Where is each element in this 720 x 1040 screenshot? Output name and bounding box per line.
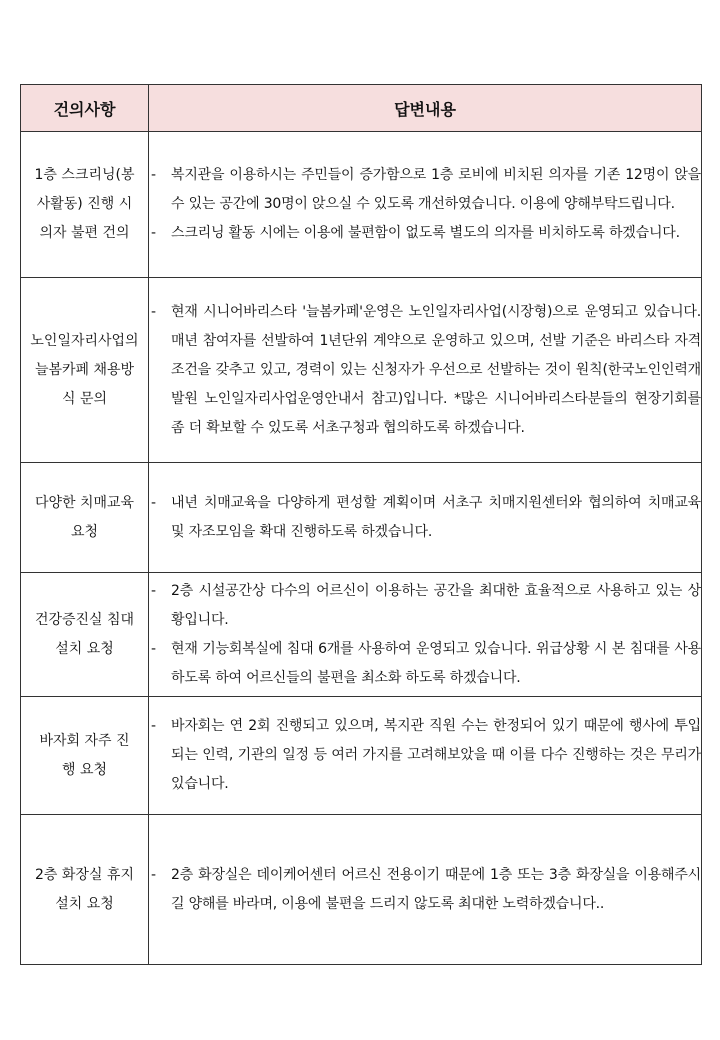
answer-item: - 복지관을 이용하시는 주민들이 증가함으로 1층 로비에 비치된 의자를 기존 12명이 앉을 수 있는 공간에 30명이 앉으실 수 있도록 개선하였습니다. 이용에 양해부탁드립니다. bbox=[151, 167, 701, 212]
row-topic: 바자회 자주 진행 요청 bbox=[21, 697, 149, 815]
row-topic: 1층 스크리닝(봉사활동) 진행 시 의자 불편 건의 bbox=[21, 132, 149, 278]
answer-item: - 2층 화장실은 데이케어센터 어르신 전용이기 때문에 1층 또는 3층 화장실을 이용해주시길 양해를 바라며, 이용에 불편을 드리지 않도록 최대한 노력하겠습니다.. bbox=[151, 866, 701, 912]
row-answer bbox=[149, 697, 702, 815]
row-answer bbox=[149, 278, 702, 463]
feedback-table bbox=[20, 84, 702, 965]
answer-item: - 2층 시설공간상 다수의 어르신이 이용하는 공간을 최대한 효율적으로 사용하고 있는 상황입니다. bbox=[151, 582, 701, 628]
row-answer bbox=[149, 132, 702, 278]
table-row bbox=[21, 697, 702, 815]
row-topic: 다양한 치매교육 요청 bbox=[21, 463, 149, 573]
row-answer bbox=[149, 815, 702, 965]
answer-item: - 스크리닝 활동 시에는 이용에 불편함이 없도록 별도의 의자를 비치하도록 하겠습니다. bbox=[151, 225, 680, 241]
table-row bbox=[21, 278, 702, 463]
answer-item: - 현재 시니어바리스타 '늘봄카페'운영은 노인일자리사업(시장형)으로 운영되고 있습니다. 매년 참여자를 선발하여 1년단위 계약으로 운영하고 있으며, 선발 기준은 바리스타 자격조건을 갖추고 있고, 경력이 있는 신청자가 우선으로 선발하는 것이 원칙(한국노인인력개발원 노인일자리사업운영안내서 참고)입니다. *많은 시니어바리스타분들의 현장기회를 좀 더 확보할 수 있도록 서초구청과 협의하도록 하겠습니다. bbox=[151, 303, 701, 436]
table-row bbox=[21, 463, 702, 573]
table-row bbox=[21, 132, 702, 278]
row-answer bbox=[149, 573, 702, 697]
header-row bbox=[21, 85, 702, 132]
row-topic: 2층 화장실 휴지 설치 요청 bbox=[21, 815, 149, 965]
answer-item: - 내년 치매교육을 다양하게 편성할 계획이며 서초구 치매지원센터와 협의하여 치매교육 및 자조모임을 확대 진행하도록 하겠습니다. bbox=[151, 494, 701, 540]
row-answer bbox=[149, 463, 702, 573]
header-suggestion: 건의사항 bbox=[21, 85, 149, 132]
answer-item: - 바자회는 연 2회 진행되고 있으며, 복지관 직원 수는 한정되어 있기 때문에 행사에 투입되는 인력, 기관의 일정 등 여러 가지를 고려해보았을 때 이를 다수 진행하는 것은 무리가 있습니다. bbox=[151, 718, 701, 792]
table-row bbox=[21, 815, 702, 965]
header-answer: 답변내용 bbox=[149, 85, 702, 132]
row-topic: 건강증진실 침대 설치 요청 bbox=[21, 573, 149, 697]
table-row bbox=[21, 573, 702, 697]
answer-item: - 현재 기능회복실에 침대 6개를 사용하여 운영되고 있습니다. 위급상황 시 본 침대를 사용하도록 하여 어르신들의 불편을 최소화 하도록 하겠습니다. bbox=[151, 640, 701, 686]
row-topic: 노인일자리사업의 늘봄카페 채용방식 문의 bbox=[21, 278, 149, 463]
